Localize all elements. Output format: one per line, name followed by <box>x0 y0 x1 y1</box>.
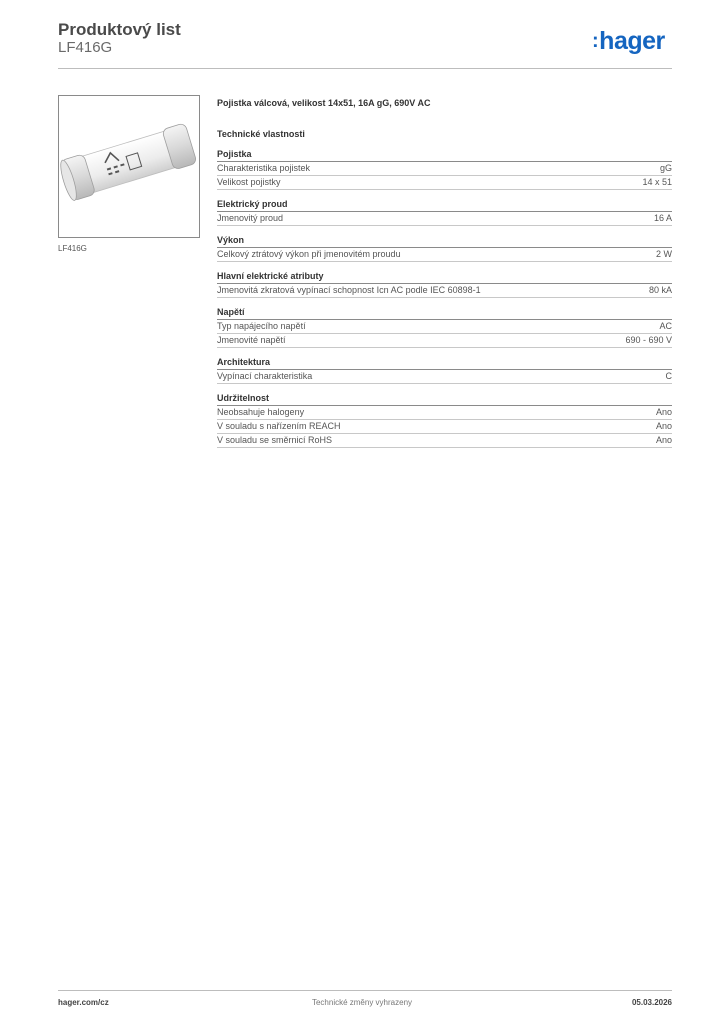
spec-label: Vypínací charakteristika <box>217 371 313 381</box>
image-caption: LF416G <box>58 244 87 253</box>
spec-row <box>217 334 672 348</box>
spec-row <box>217 284 672 298</box>
product-code: LF416G <box>58 39 113 56</box>
spec-label: V souladu s nařízením REACH <box>217 421 341 431</box>
footer-website-link[interactable]: hager.com/cz <box>58 998 109 1007</box>
spec-row <box>217 248 672 262</box>
spec-label: V souladu se směrnicí RoHS <box>217 435 333 445</box>
spec-row <box>217 420 672 434</box>
section-title: Hlavní elektrické atributy <box>217 270 672 284</box>
spec-value: gG <box>659 163 672 173</box>
spec-value: 80 kA <box>648 285 672 295</box>
spec-value: C <box>665 371 672 381</box>
spec-label: Charakteristika pojistek <box>217 163 311 173</box>
fuse-illustration <box>59 96 199 237</box>
spec-row <box>217 406 672 420</box>
header-divider <box>58 68 672 69</box>
hager-logo[interactable] <box>592 27 665 56</box>
section-title: Udržitelnost <box>217 392 672 406</box>
section-title: Architektura <box>217 356 672 370</box>
spec-section <box>217 270 672 298</box>
spec-row <box>217 370 672 384</box>
page-title: Produktový list <box>58 20 181 39</box>
product-description: Pojistka válcová, velikost 14x51, 16A gG, 690V AC <box>217 98 431 108</box>
spec-row <box>217 212 672 226</box>
spec-value: Ano <box>655 407 672 417</box>
logo-mark: : <box>592 30 599 52</box>
spec-value: 690 - 690 V <box>625 335 672 345</box>
technical-properties-heading: Technické vlastnosti <box>217 129 305 139</box>
spec-label: Jmenovitá zkratová vypínací schopnost Icn AC podle IEC 60898-1 <box>217 285 481 295</box>
spec-section <box>217 356 672 384</box>
spec-value: Ano <box>655 421 672 431</box>
section-title: Výkon <box>217 234 672 248</box>
section-title: Elektrický proud <box>217 198 672 212</box>
spec-label: Jmenovitý proud <box>217 213 284 223</box>
footer-notice: Technické změny vyhrazeny <box>311 998 413 1007</box>
spec-label: Velikost pojistky <box>217 177 281 187</box>
section-title: Napětí <box>217 306 672 320</box>
spec-row <box>217 162 672 176</box>
spec-value: Ano <box>655 435 672 445</box>
spec-value: 16 A <box>653 213 672 223</box>
spec-label: Neobsahuje halogeny <box>217 407 305 417</box>
spec-row <box>217 434 672 448</box>
logo-text: hager <box>599 27 665 55</box>
spec-label: Celkový ztrátový výkon při jmenovitém proudu <box>217 249 401 259</box>
spec-value: AC <box>659 321 672 331</box>
spec-value: 2 W <box>655 249 672 259</box>
footer-divider <box>58 990 672 991</box>
spec-row <box>217 176 672 190</box>
spec-section <box>217 306 672 348</box>
spec-section <box>217 198 672 226</box>
product-image <box>58 95 200 238</box>
spec-value: 14 x 51 <box>642 177 672 187</box>
spec-section <box>217 392 672 448</box>
spec-label: Typ napájecího napětí <box>217 321 306 331</box>
footer-date: 05.03.2026 <box>631 998 672 1007</box>
spec-row <box>217 320 672 334</box>
section-title: Pojistka <box>217 148 672 162</box>
spec-section <box>217 148 672 190</box>
spec-content <box>217 96 672 448</box>
spec-section <box>217 234 672 262</box>
spec-label: Jmenovité napětí <box>217 335 286 345</box>
